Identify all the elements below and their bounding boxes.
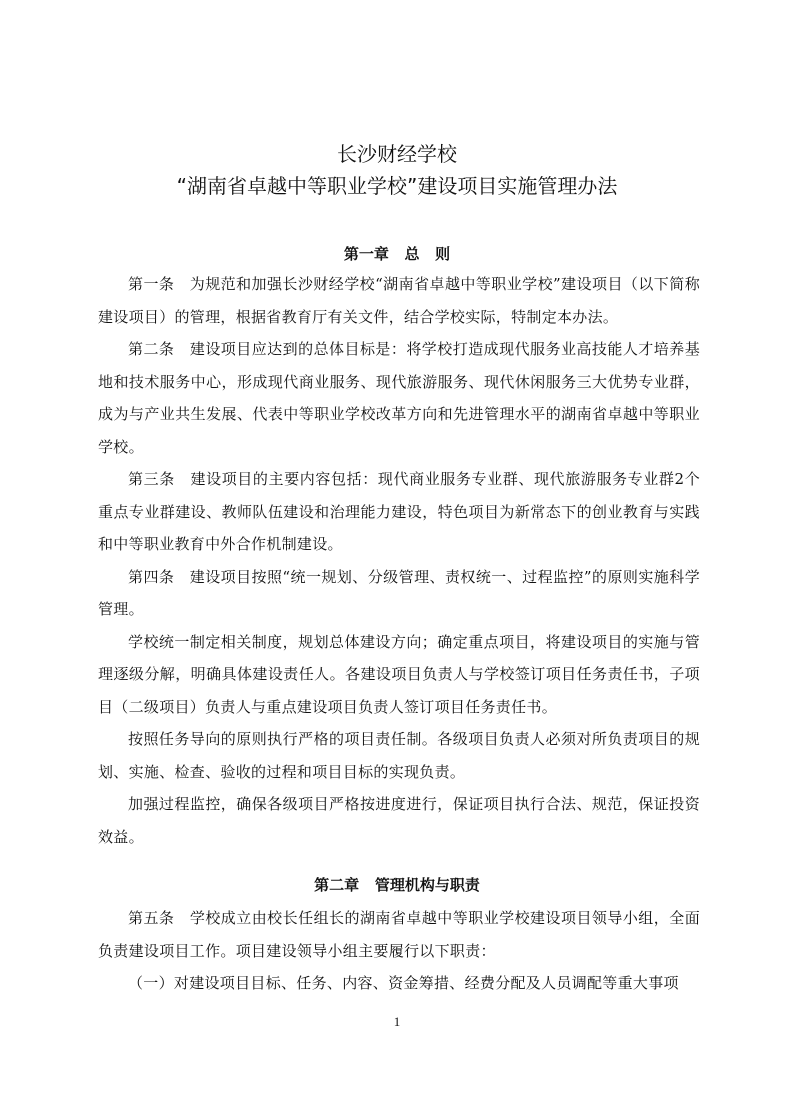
chapter-1-body [98, 268, 700, 853]
article-5-paragraph: 第五条 学校成立由校长任组长的湖南省卓越中等职业学校建设项目领导小组，全面负责建设项目工作。项目建设领导小组主要履行以下职责： [98, 909, 700, 960]
article-1-paragraph: 第一条 为规范和加强长沙财经学校“湖南省卓越中等职业学校”建设项目（以下简称建设项目）的管理，根据省教育厅有关文件，结合学校实际，特制定本办法。 [98, 275, 700, 326]
monitoring-paragraph: 加强过程监控，确保各级项目严格按进度进行，保证项目执行合法、规范，保证投资效益。 [98, 795, 700, 846]
planning-paragraph: 学校统一制定相关制度，规划总体建设方向；确定重点项目，将建设项目的实施与管理逐级分解，明确具体建设责任人。各建设项目负责人与学校签订项目任务责任书，子项目（二级项目）负责人与重点建设项目负责人签订项目任务责任书。 [98, 632, 700, 716]
responsibility-paragraph: 按照任务导向的原则执行严格的项目责任制。各级项目负责人必须对所负责项目的规划、实施、检查、验收的过程和项目目标的实现负责。 [98, 730, 700, 781]
article-3-paragraph: 第三条 建设项目的主要内容包括：现代商业服务专业群、现代旅游服务专业群2个重点专业群建设、教师队伍建设和治理能力建设，特色项目为新常态下的创业教育与实践和中等职业教育中外合作机制建设。 [98, 470, 700, 553]
chapter-1-heading: 第一章 总 则 [343, 245, 451, 263]
document-title-regulation: “湖南省卓越中等职业学校”建设项目实施管理办法 [176, 174, 618, 198]
article-2-paragraph: 第二条 建设项目应达到的总体目标是：将学校打造成现代服务业高技能人才培养基地和技术服务中心，形成现代商业服务、现代旅游服务、现代休闲服务三大优势专业群，成为与产业共生发展、代表中等职业学校改革方向和先进管理水平的湖南省卓越中等职业学校。 [98, 340, 700, 456]
document-title-school: 长沙财经学校 [337, 142, 457, 166]
chapter-2-heading: 第二章 管理机构与职责 [314, 876, 480, 894]
duty-item-1-paragraph: （一）对建设项目目标、任务、内容、资金筹措、经费分配及人员调配等重大事项 [128, 974, 679, 992]
article-4-paragraph: 第四条 建设项目按照“统一规划、分级管理、责权统一、过程监控”的原则实施科学管理。 [98, 567, 700, 618]
chapter-2-body [98, 902, 700, 1000]
page-number: 1 [393, 1014, 401, 1029]
